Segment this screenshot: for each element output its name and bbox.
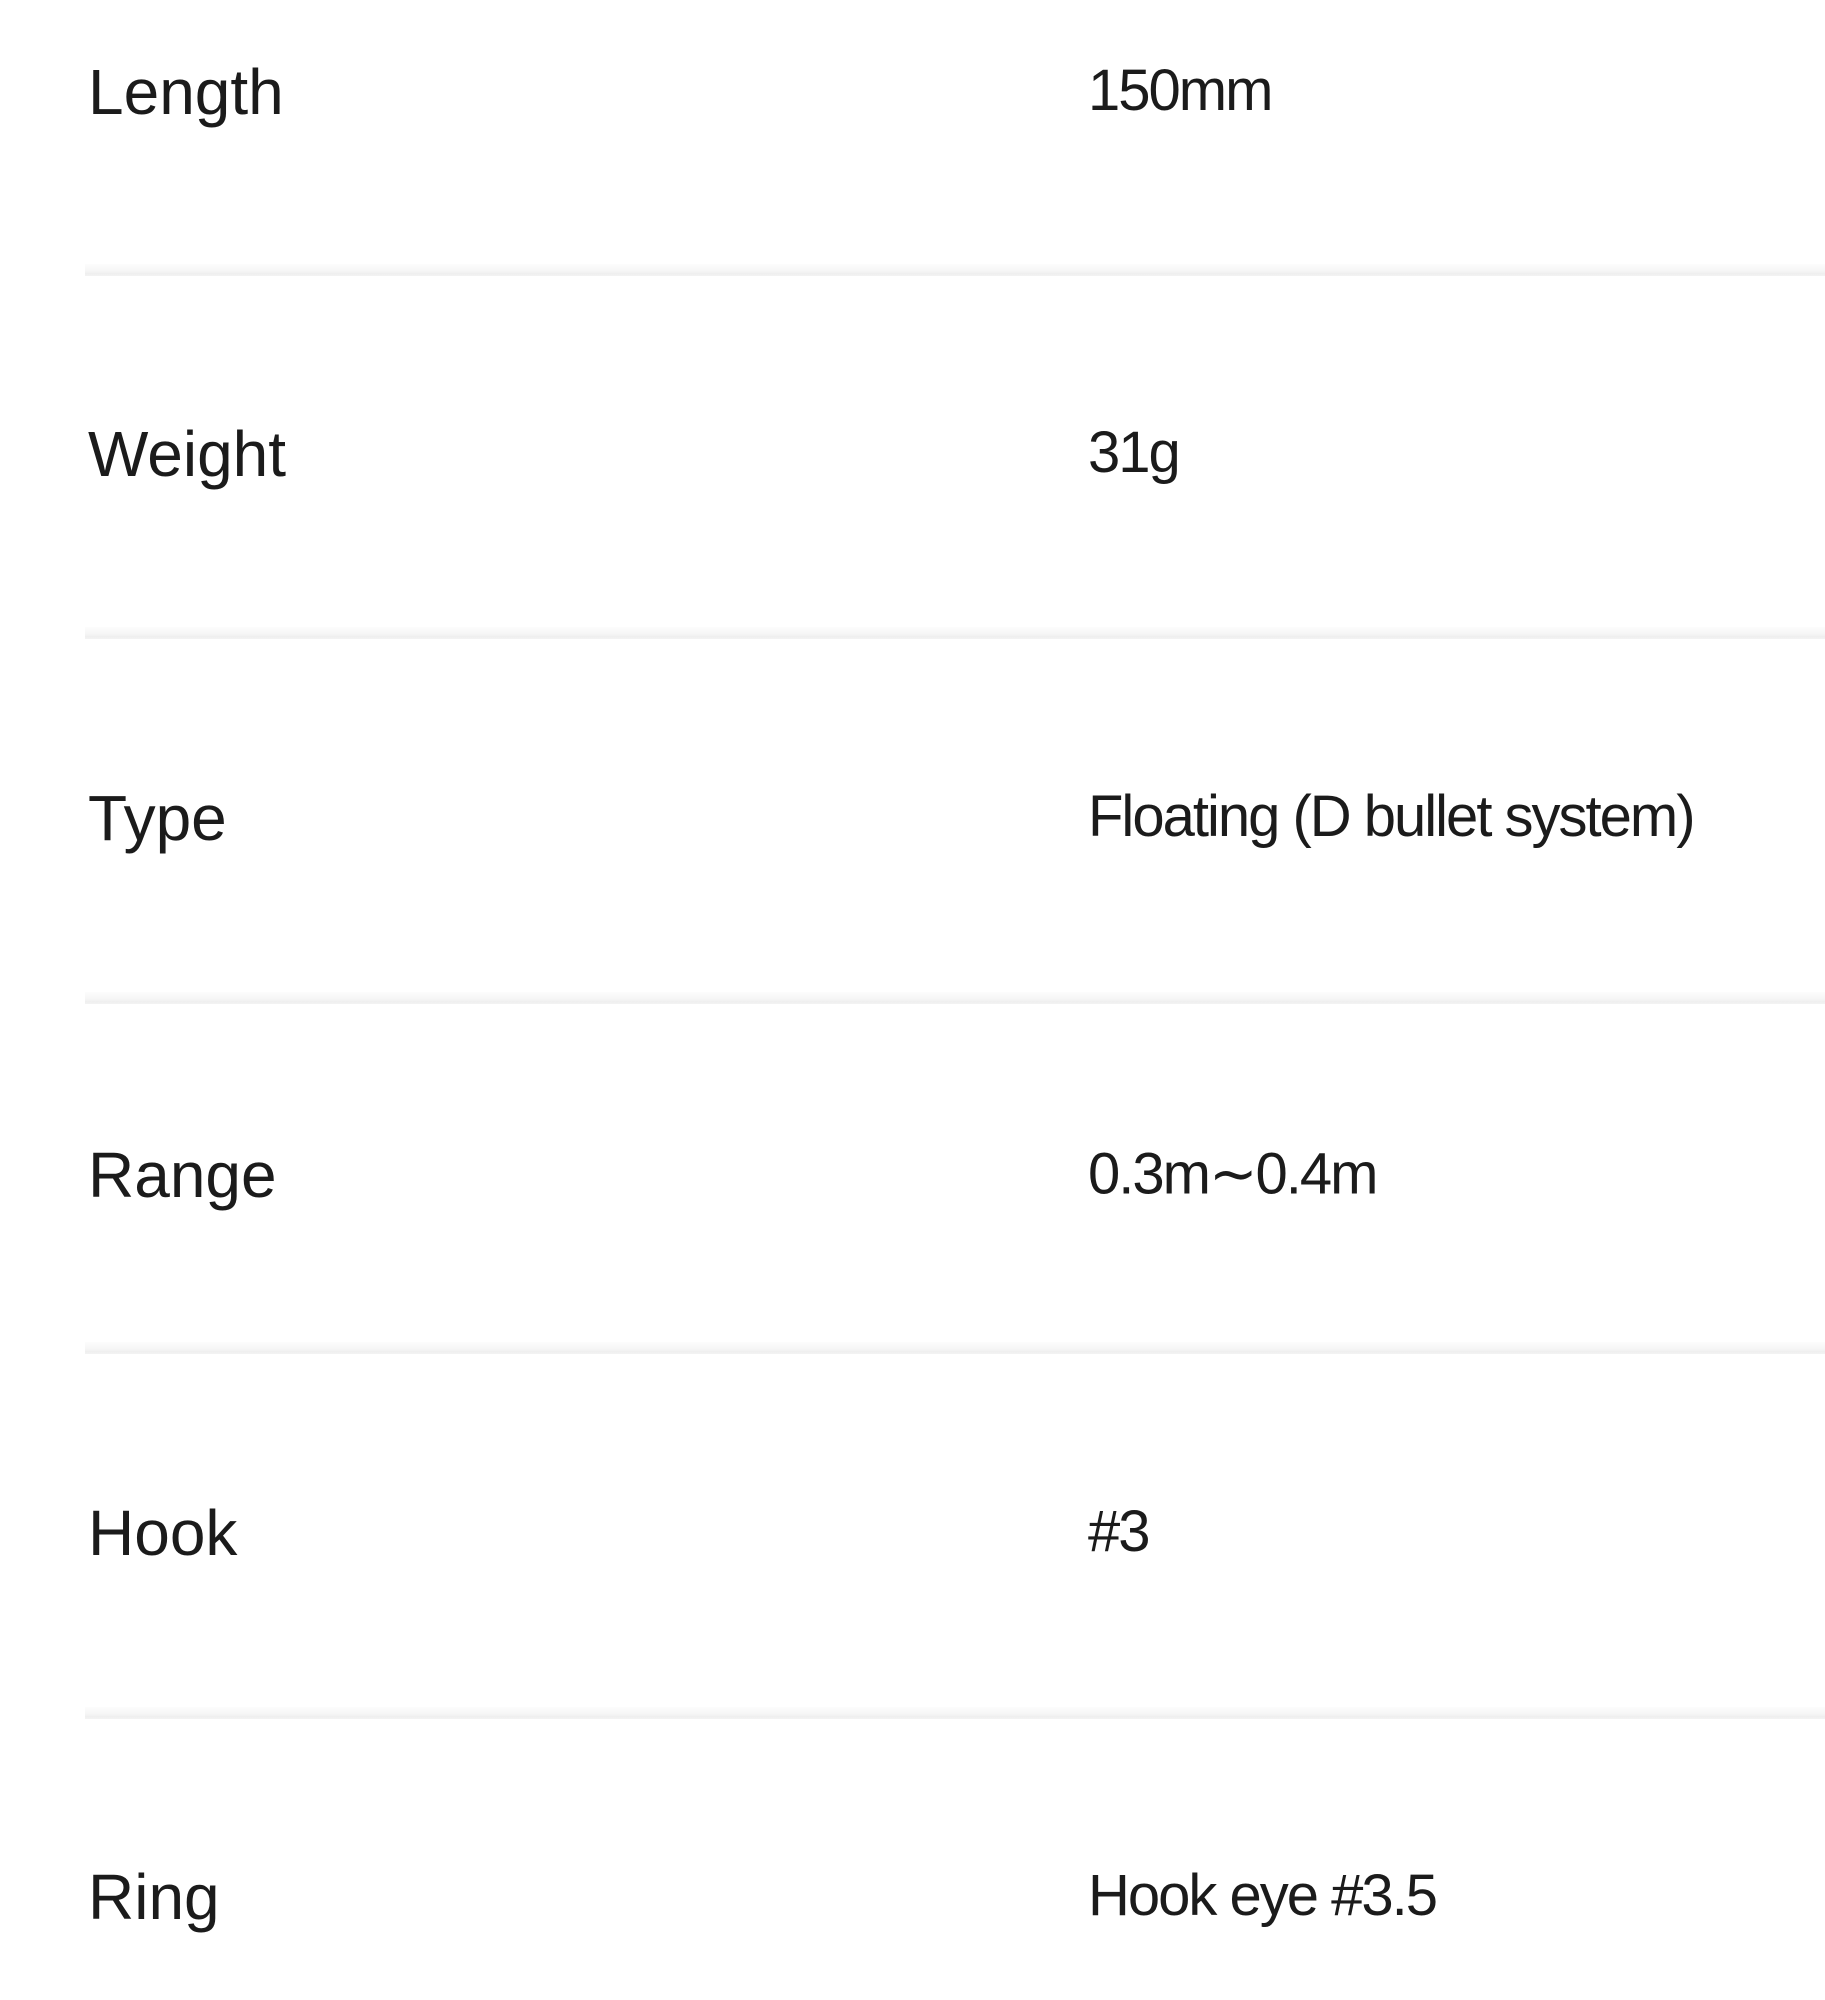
spec-label: Type: [88, 781, 227, 854]
spec-value: Floating (D bullet system): [1088, 783, 1694, 849]
spec-value: 31g: [1088, 419, 1179, 485]
spec-row-weight: [0, 272, 1825, 635]
spec-value: #3: [1088, 1498, 1149, 1564]
spec-label: Length: [88, 55, 284, 128]
spec-row-type: [0, 635, 1825, 1000]
spec-label: Ring: [88, 1860, 220, 1933]
spec-label: Hook: [88, 1496, 238, 1569]
spec-row-ring: [0, 1715, 1825, 2000]
spec-row-hook: [0, 1350, 1825, 1715]
spec-label: Range: [88, 1139, 277, 1211]
spec-value: 150mm: [1088, 57, 1272, 123]
spec-value: 0.3m∼0.4m: [1088, 1141, 1377, 1207]
spec-row-length: [0, 0, 1825, 273]
spec-row-range: [0, 1000, 1825, 1350]
spec-value: Hook eye #3.5: [1088, 1862, 1437, 1928]
spec-label: Weight: [88, 417, 287, 490]
